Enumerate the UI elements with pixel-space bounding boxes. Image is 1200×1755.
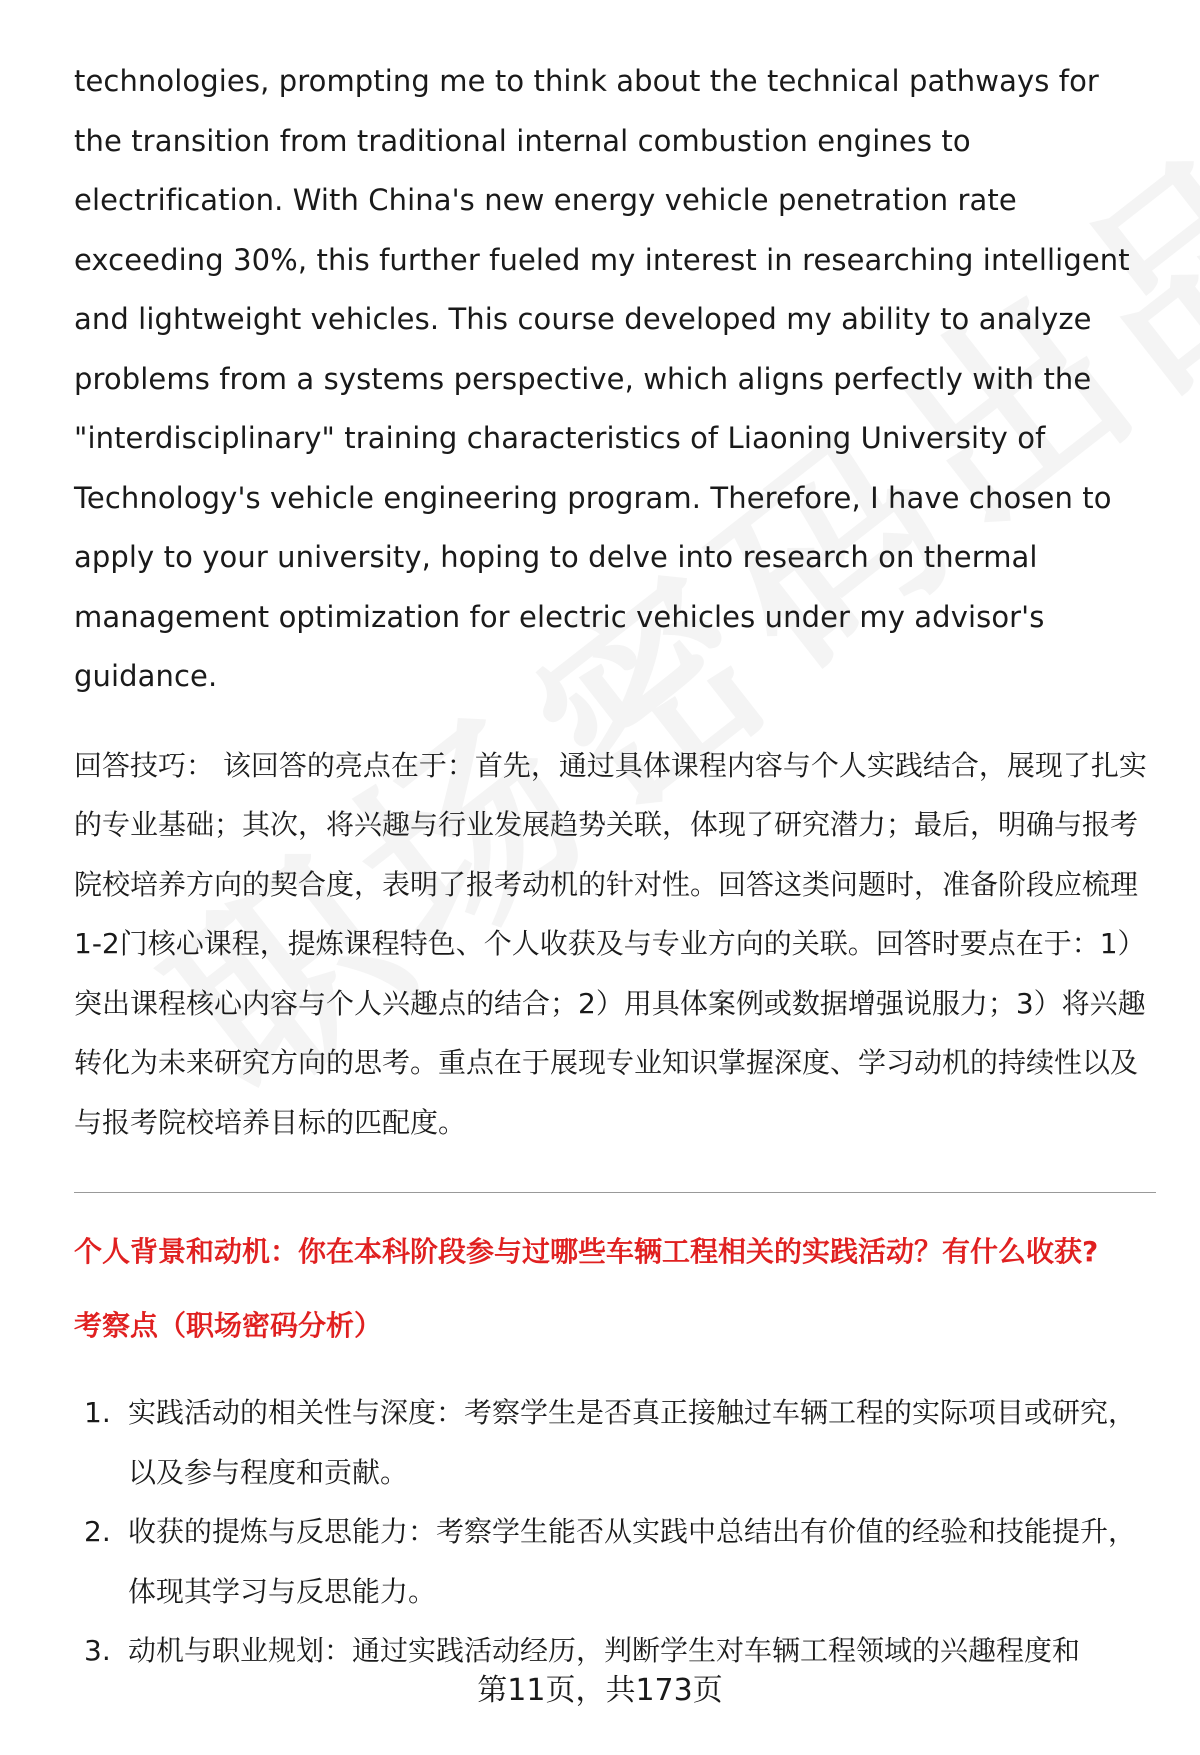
list-item bbox=[74, 1383, 1156, 1502]
document-body bbox=[74, 52, 1156, 1681]
answer-paragraph: technologies, prompting me to think about the technical pathways for the transition from traditional internal combustion engines to electrification. With China's new energy vehicle penetration rate exceeding 30%, this further fueled my interest in researching intelligent and lightweight vehicles. This course developed my ability to analyze problems from a systems perspective, which aligns perfectly with the "interdisciplinary" training characteristics of Liaoning University of Technology's vehicle engineering program. Therefore, I have chosen to apply to your university, hoping to delve into research on thermal management optimization for electric vehicles under my advisor's guidance. bbox=[74, 64, 1130, 693]
list-item-number: 2. bbox=[84, 1515, 111, 1548]
list-item-text: 动机与职业规划：通过实践活动经历，判断学生对车辆工程领域的兴趣程度和 bbox=[128, 1634, 1081, 1667]
assessment-points-title: 考察点（职场密码分析） bbox=[74, 1309, 383, 1342]
list-item bbox=[74, 1502, 1156, 1621]
answer-tips-paragraph: 回答技巧： 该回答的亮点在于：首先，通过具体课程内容与个人实践结合，展现了扎实的专业基础；其次，将兴趣与行业发展趋势关联，体现了研究潜力；最后，明确与报考院校培养方向的契合度，表明了报考动机的针对性。回答这类问题时，准备阶段应梳理1-2门核心课程，提炼课程特色、个人收获及与专业方向的关联。回答时要点在于：1）突出课程核心内容与个人兴趣点的结合；2）用具体案例或数据增强说服力；3）将兴趣转化为未来研究方向的思考。重点在于展现专业知识掌握深度、学习动机的持续性以及与报考院校培养目标的匹配度。 bbox=[74, 748, 1147, 1139]
list-item-number: 3. bbox=[84, 1634, 111, 1667]
assessment-points-list bbox=[74, 1383, 1156, 1681]
section-divider bbox=[74, 1192, 1156, 1193]
page-number-footer: 第11页，共173页 bbox=[477, 1673, 723, 1708]
question-heading: 个人背景和动机：你在本科阶段参与过哪些车辆工程相关的实践活动？有什么收获? bbox=[74, 1235, 1099, 1268]
list-item-text: 实践活动的相关性与深度：考察学生是否真正接触过车辆工程的实际项目或研究，以及参与程度和贡献。 bbox=[128, 1396, 1137, 1489]
list-item-number: 1. bbox=[84, 1396, 111, 1429]
list-item-text: 收获的提炼与反思能力：考察学生能否从实践中总结出有价值的经验和技能提升，体现其学习与反思能力。 bbox=[128, 1515, 1137, 1608]
